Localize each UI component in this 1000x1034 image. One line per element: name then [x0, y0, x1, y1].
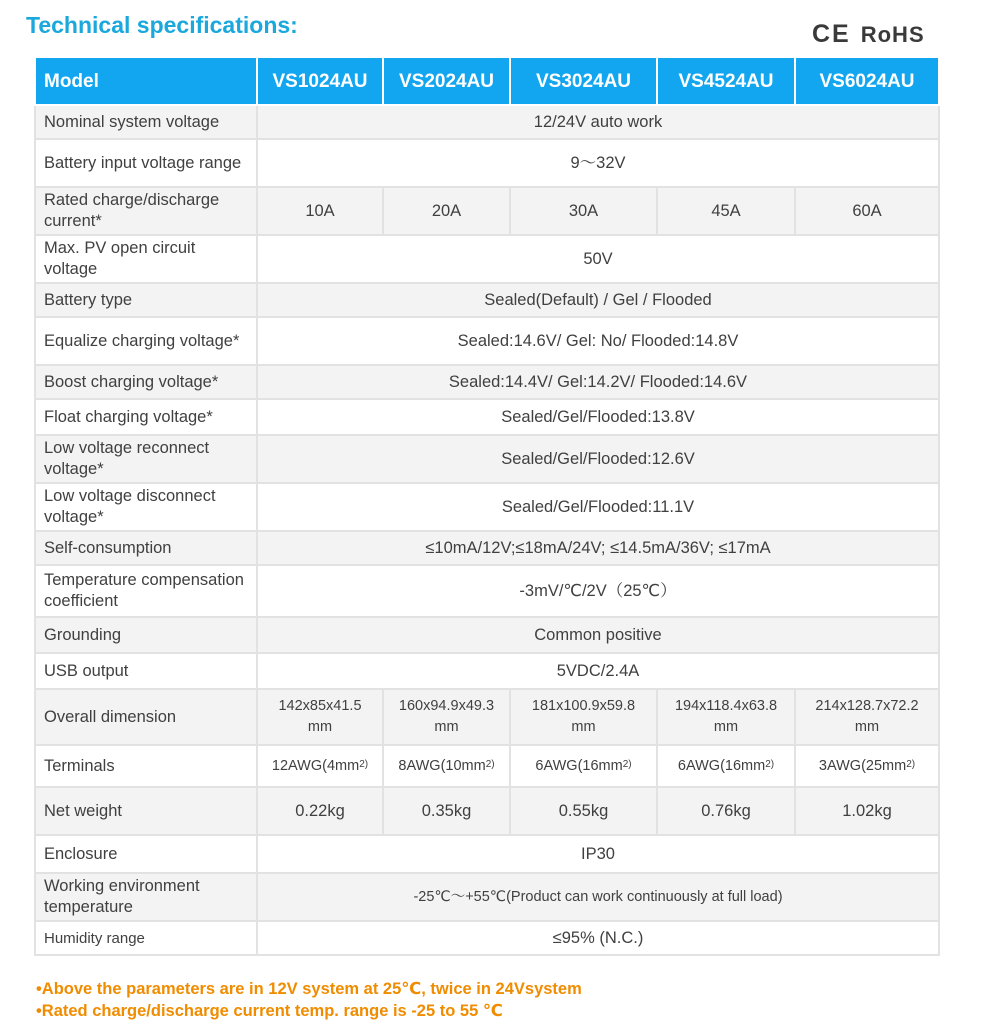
table-row [35, 365, 939, 399]
table-row [35, 653, 939, 689]
row-value [795, 745, 939, 787]
table-row [35, 921, 939, 955]
model-header-cell: VS1024AU [257, 57, 383, 105]
row-label: Humidity range [35, 921, 257, 955]
table-row [35, 139, 939, 187]
row-label: USB output [35, 653, 257, 689]
row-value [657, 745, 795, 787]
row-value: 10A [257, 187, 383, 235]
table-row [35, 565, 939, 617]
table-row [35, 787, 939, 835]
table-row [35, 745, 939, 787]
row-value: Sealed(Default) / Gel / Flooded [257, 283, 939, 317]
row-value: Sealed:14.6V/ Gel: No/ Flooded:14.8V [257, 317, 939, 365]
row-label: Terminals [35, 745, 257, 787]
row-value: 214x128.7x72.2 mm [795, 689, 939, 745]
row-value [257, 745, 383, 787]
ce-mark: CE [812, 20, 851, 48]
table-row [35, 399, 939, 435]
row-value: 45A [657, 187, 795, 235]
model-header: Model [35, 57, 257, 105]
terminal-superscript: 2) [485, 758, 495, 770]
table-row [35, 283, 939, 317]
row-label: Equalize charging voltage* [35, 317, 257, 365]
row-label: Working environment temperature [35, 873, 257, 921]
row-value: Sealed/Gel/Flooded:13.8V [257, 399, 939, 435]
model-header-cell: VS2024AU [383, 57, 510, 105]
terminal-value: 6AWG(16mm [535, 757, 623, 774]
model-header-cell: VS6024AU [795, 57, 939, 105]
row-label: Temperature compensation coefficient [35, 565, 257, 617]
terminal-superscript: 2) [359, 758, 369, 770]
row-value: 30A [510, 187, 657, 235]
row-label: Battery type [35, 283, 257, 317]
row-value: 160x94.9x49.3 mm [383, 689, 510, 745]
table-row [35, 105, 939, 139]
row-value: 0.55kg [510, 787, 657, 835]
terminal-superscript: 2) [906, 758, 916, 770]
row-value: 0.35kg [383, 787, 510, 835]
row-label: Grounding [35, 617, 257, 653]
model-header-cell: VS3024AU [510, 57, 657, 105]
terminal-superscript: 2) [622, 758, 632, 770]
rohs-mark: RoHS [860, 22, 925, 47]
row-value: Sealed/Gel/Flooded:11.1V [257, 483, 939, 531]
terminal-value: 6AWG(16mm [677, 757, 766, 774]
model-header-cell: VS4524AU [657, 57, 795, 105]
row-value: IP30 [257, 835, 939, 873]
row-value: 0.22kg [257, 787, 383, 835]
terminal-value: 12AWG(4mm [271, 757, 360, 774]
row-value: 20A [383, 187, 510, 235]
row-label: Float charging voltage* [35, 399, 257, 435]
terminal-value: 8AWG(10mm [398, 757, 486, 774]
table-row [35, 187, 939, 235]
terminal-value: 3AWG(25mm [818, 757, 907, 774]
table-row [35, 531, 939, 565]
row-value: 142x85x41.5 mm [257, 689, 383, 745]
row-value: 181x100.9x59.8 mm [510, 689, 657, 745]
row-label: Boost charging voltage* [35, 365, 257, 399]
row-label: Enclosure [35, 835, 257, 873]
row-value [383, 745, 510, 787]
row-value: Sealed:14.4V/ Gel:14.2V/ Flooded:14.6V [257, 365, 939, 399]
footnote: •Above the parameters are in 12V system at 25℃, twice in 24Vsystem [36, 980, 582, 998]
row-label: Battery input voltage range [35, 139, 257, 187]
table-row [35, 689, 939, 745]
row-value: 1.02kg [795, 787, 939, 835]
table-row [35, 317, 939, 365]
row-value: 60A [795, 187, 939, 235]
table-row [35, 235, 939, 283]
row-value: -3mV/℃/2V（25℃） [257, 565, 939, 617]
row-label: Rated charge/discharge current* [35, 187, 257, 235]
row-label: Net weight [35, 787, 257, 835]
footnotes [36, 978, 582, 1022]
table-row [35, 483, 939, 531]
row-value: 9～32V [257, 139, 939, 187]
row-value: Common positive [257, 617, 939, 653]
row-label: Low voltage reconnect voltage* [35, 435, 257, 483]
row-value [510, 745, 657, 787]
row-label: Low voltage disconnect voltage* [35, 483, 257, 531]
table-header-row [35, 57, 939, 105]
row-value: 194x118.4x63.8 mm [657, 689, 795, 745]
row-label: Nominal system voltage [35, 105, 257, 139]
table-row [35, 435, 939, 483]
spec-table [34, 56, 940, 956]
row-value: 12/24V auto work [257, 105, 939, 139]
row-label: Max. PV open circuit voltage [35, 235, 257, 283]
terminal-superscript: 2) [765, 758, 775, 770]
row-label: Overall dimension [35, 689, 257, 745]
row-value: 50V [257, 235, 939, 283]
table-row [35, 835, 939, 873]
row-value: ≤95% (N.C.) [257, 921, 939, 955]
footnote: •Rated charge/discharge current temp. range is -25 to 55 ℃ [36, 1002, 503, 1020]
row-value: 0.76kg [657, 787, 795, 835]
row-value: Sealed/Gel/Flooded:12.6V [257, 435, 939, 483]
table-row [35, 873, 939, 921]
row-value: -25℃～+55℃(Product can work continuously at full load) [257, 873, 939, 921]
row-value: ≤10mA/12V;≤18mA/24V; ≤14.5mA/36V; ≤17mA [257, 531, 939, 565]
table-row [35, 617, 939, 653]
page-title: Technical specifications: [26, 12, 298, 38]
row-value: 5VDC/2.4A [257, 653, 939, 689]
row-label: Self-consumption [35, 531, 257, 565]
certification-marks [812, 20, 925, 49]
